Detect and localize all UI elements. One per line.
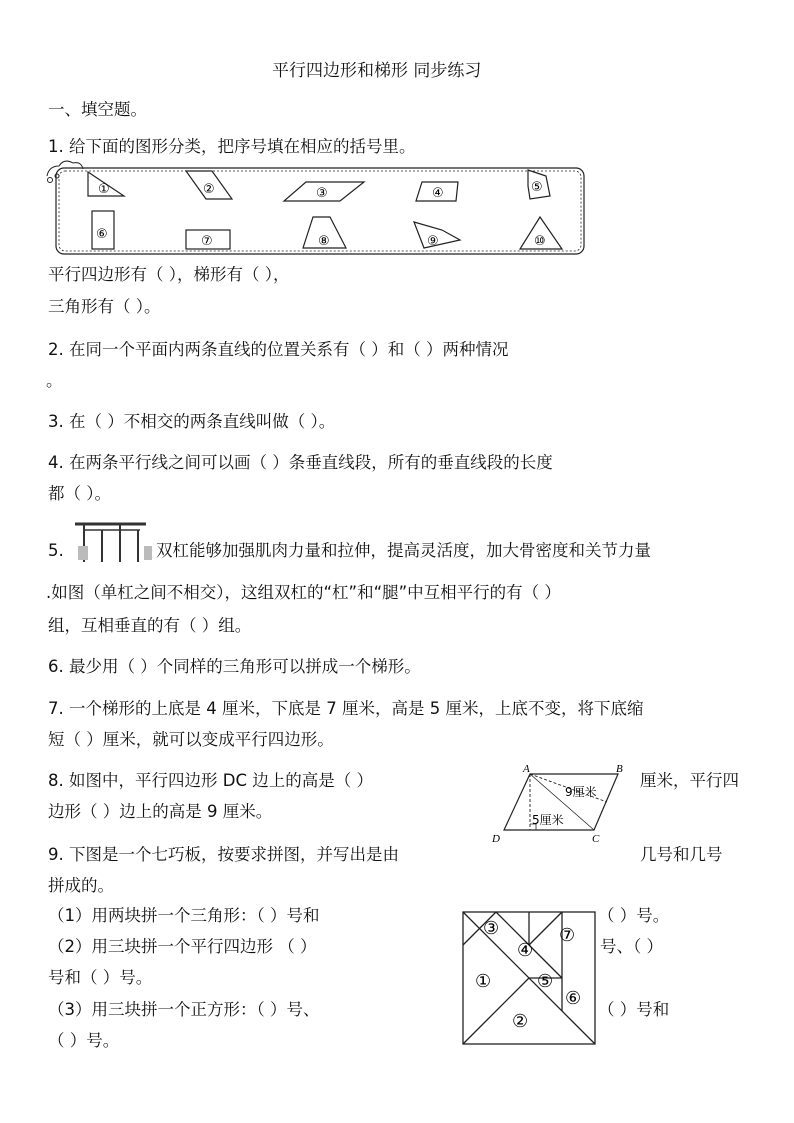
shape-label: ③: [316, 186, 328, 201]
shape-label: ⑦: [201, 234, 213, 249]
piece-4-label: ④: [517, 940, 534, 961]
height-5-label: 5厘米: [532, 813, 564, 827]
shape-label: ⑨: [427, 234, 439, 249]
q9-sub-3-b: （ ）号和: [598, 1000, 670, 1019]
q9-sub-2-c: 号和（ ）号。: [48, 968, 153, 987]
q9-sub-3-c: （ ）号。: [48, 1031, 120, 1050]
piece-2-label: ②: [512, 1011, 529, 1032]
piece-3-label: ③: [483, 918, 500, 939]
tangram-figure: [462, 911, 596, 1045]
vertex-b-label: B: [616, 763, 623, 775]
shape-label: ⑩: [534, 234, 546, 249]
q9-sub-1-a: （1）用两块拼一个三角形：（ ）号和: [48, 906, 320, 925]
question-5-line-1: 双杠能够加强肌肉力量和拉伸，提高灵活度，加大骨密度和关节力量: [156, 541, 651, 560]
question-8-line-2: 边形（ ）边上的高是 9 厘米。: [48, 802, 273, 821]
question-9-line-1b: 几号和几号: [640, 845, 723, 864]
question-4-line-2: 都（ ）。: [48, 484, 111, 503]
piece-7-label: ⑦: [559, 925, 576, 946]
question-1-text: 1. 给下面的图形分类，把序号填在相应的括号里。: [48, 137, 416, 156]
parallel-bars-image: [70, 518, 154, 568]
height-9-label: 9厘米: [565, 785, 597, 799]
shape-label: ④: [432, 186, 444, 201]
question-8-line-1a: 8. 如图中，平行四边形 DC 边上的高是（ ）: [48, 771, 373, 790]
cloud-icon: [47, 161, 83, 182]
vertex-c-label: C: [592, 833, 600, 845]
question-7-line-1: 7. 一个梯形的上底是 4 厘米，下底是 7 厘米，高是 5 厘米，上底不变，将下底缩: [48, 699, 644, 718]
q9-sub-2-b: 号、（ ）: [600, 937, 663, 956]
q1-answer-line-1: 平行四边形有（ ），梯形有（ ），: [48, 265, 290, 284]
vertex-a-label: A: [523, 763, 530, 775]
piece-1-label: ①: [475, 971, 492, 992]
q9-sub-1-b: （ ）号。: [598, 906, 670, 925]
question-2-line-1: 2. 在同一个平面内两条直线的位置关系有（ ）和（ ）两种情况: [48, 340, 509, 359]
question-9-line-1a: 9. 下图是一个七巧板，按要求拼图，并写出是由: [48, 845, 399, 864]
question-2-line-2: 。: [46, 371, 63, 390]
question-5-line-2: .如图（单杠之间不相交），这组双杠的“杠”和“腿”中互相平行的有（ ）: [46, 583, 561, 602]
question-8-line-1b: 厘米，平行四: [640, 771, 739, 790]
question-7-line-2: 短（ ）厘米，就可以变成平行四边形。: [48, 730, 334, 749]
shapes-figure: [0, 0, 794, 270]
q9-sub-2-a: （2）用三块拼一个平行四边形 （ ）: [48, 937, 317, 956]
shape-label: ②: [203, 182, 215, 197]
section-heading: 一、填空题。: [48, 100, 147, 119]
piece-6-label: ⑥: [565, 988, 582, 1009]
question-5-line-3: 组，互相垂直的有（ ）组。: [48, 616, 252, 635]
question-6-line-1: 6. 最少用（ ）个同样的三角形可以拼成一个梯形。: [48, 657, 421, 676]
question-3-line-1: 3. 在（ ）不相交的两条直线叫做（ ）。: [48, 412, 336, 431]
q1-answer-line-2: 三角形有（ ）。: [48, 297, 161, 316]
parallelogram-figure: [488, 762, 630, 846]
q9-sub-3-a: （3）用三块拼一个正方形：（ ）号、: [48, 1000, 320, 1019]
shape-label: ①: [98, 182, 110, 197]
piece-5-label: ⑤: [537, 971, 554, 992]
question-4-line-1: 4. 在两条平行线之间可以画（ ）条垂直线段，所有的垂直线段的长度: [48, 453, 553, 472]
vertex-d-label: D: [492, 833, 500, 845]
shape-label: ⑤: [531, 180, 543, 195]
page-title: 平行四边形和梯形 同步练习: [272, 61, 482, 81]
question-9-line-2: 拼成的。: [48, 876, 114, 895]
shape-label: ⑧: [318, 234, 330, 249]
shape-label: ⑥: [96, 227, 108, 242]
question-5-number: 5.: [48, 541, 64, 560]
